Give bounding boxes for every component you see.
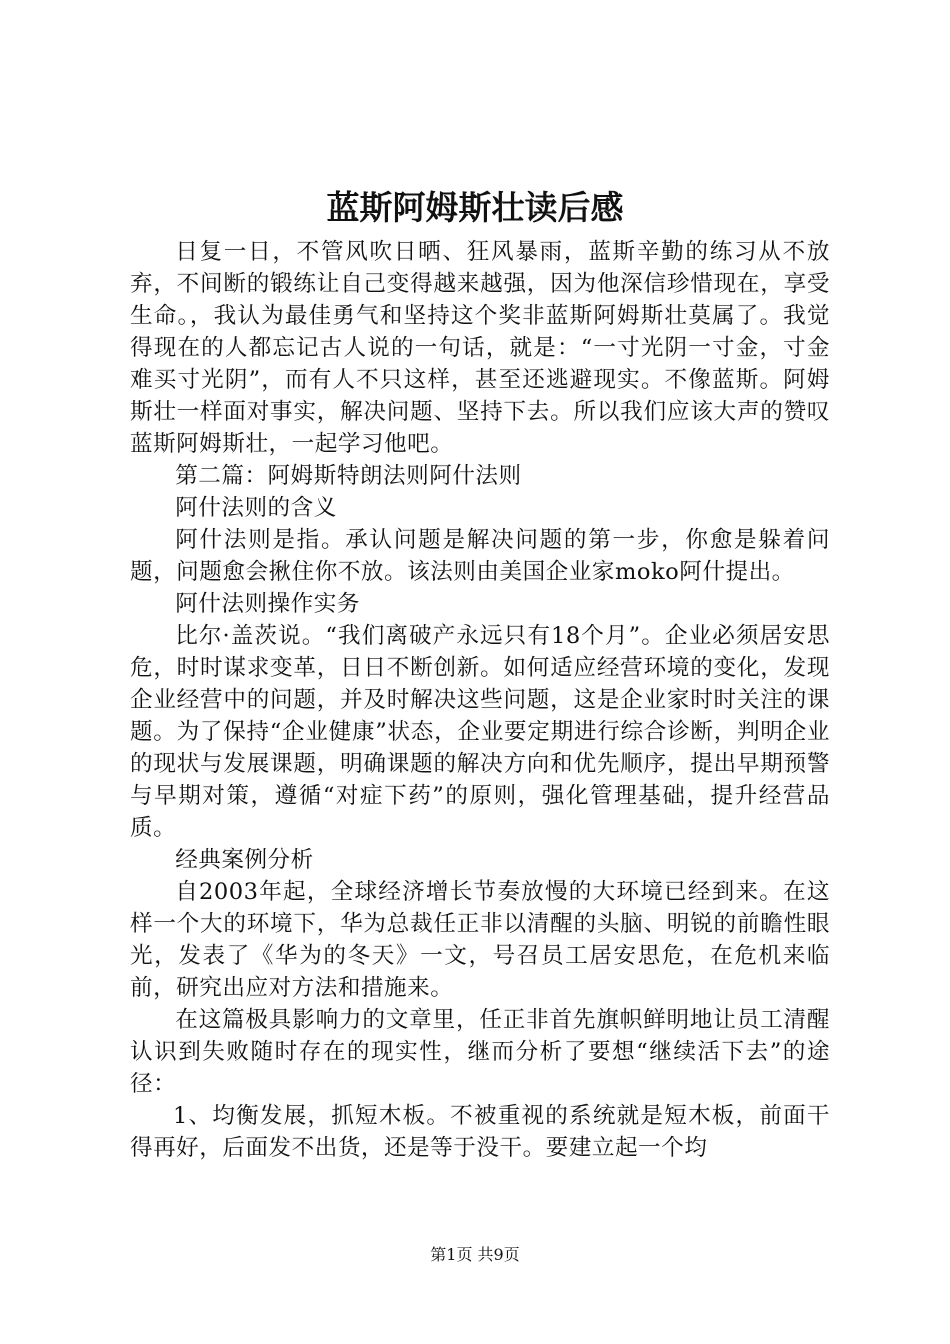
subheading-case: 经典案例分析 <box>175 847 314 873</box>
subheading-meaning: 阿什法则的含义 <box>175 495 337 521</box>
paragraph-case-2: 在这篇极具影响力的文章里，任正非首先旗帜鲜明地让员工清醒认识到失败随时存在的现实性，继而分析了要想“继续活下去”的途径： <box>130 1007 830 1097</box>
paragraph-1: 日复一日，不管风吹日晒、狂风暴雨，蓝斯辛勤的练习从不放弃，不间断的锻练让自己变得越来越强，因为他深信珍惜现在，享受生命。，我认为最佳勇气和坚持这个奖非蓝斯阿姆斯壮莫属了。我觉得现在的人都忘记古人说的一句话，就是：“一寸光阴一寸金，寸金难买寸光阴”，而有人不只这样，甚至还逃避现实。不像蓝斯。阿姆斯壮一样面对事实，解决问题、坚持下去。所以我们应该大声的赞叹蓝斯阿姆斯壮，一起学习他吧。 <box>130 239 830 457</box>
section-heading-2: 第二篇：阿姆斯特朗法则阿什法则 <box>175 463 522 489</box>
subheading-practice: 阿什法则操作实务 <box>175 591 360 617</box>
page-number-footer: 第1页 共9页 <box>430 1245 520 1264</box>
document-title: 蓝斯阿姆斯壮读后感 <box>326 188 624 227</box>
paragraph-practice: 比尔·盖茨说。“我们离破产永远只有18个月”。企业必须居安思危，时时谋求变革，日日不断创新。如何适应经营环境的变化，发现企业经营中的问题，并及时解决这些问题，这是企业家时时关注的课题。为了保持“企业健康”状态，企业要定期进行综合诊断，判明企业的现状与发展课题，明确课题的解决方向和优先顺序，提出早期预警与早期对策，遵循“对症下药”的原则，强化管理基础，提升经营品质。 <box>130 623 830 841</box>
document-body <box>130 236 830 1164</box>
paragraph-meaning: 阿什法则是指。承认问题是解决问题的第一步，你愈是躲着问题，问题愈会揪住你不放。该法则由美国企业家moko阿什提出。 <box>130 527 830 585</box>
paragraph-list-item-1: 1、均衡发展，抓短木板。不被重视的系统就是短木板，前面干得再好，后面发不出货，还是等于没干。要建立起一个均 <box>130 1103 830 1161</box>
paragraph-case-1: 自2003年起，全球经济增长节奏放慢的大环境已经到来。在这样一个大的环境下，华为总裁任正非以清醒的头脑、明锐的前瞻性眼光，发表了《华为的冬天》一文，号召员工居安思危，在危机来临前，研究出应对方法和措施来。 <box>130 879 830 1001</box>
